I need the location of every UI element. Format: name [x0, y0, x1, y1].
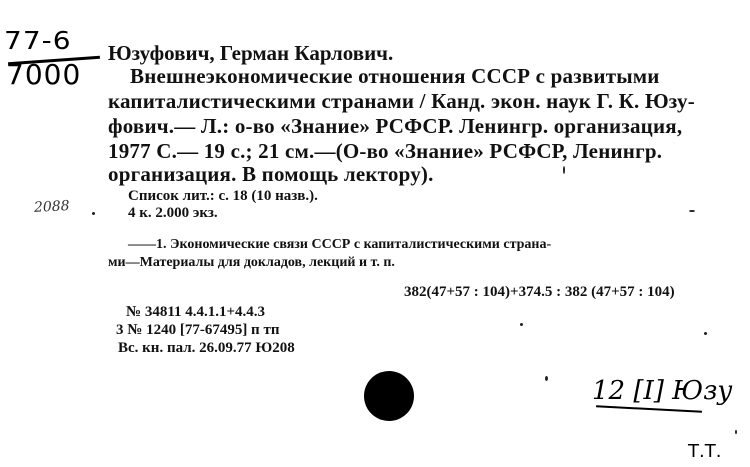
subject-line-1: ——1. Экономические связи СССР с капиталистическими страна- — [128, 237, 552, 252]
price-print-run: 4 к. 2.000 экз. — [128, 205, 218, 221]
title-line-4: 1977 С.— 19 с.; 21 см.—(О-во «Знание» РСФСР, Ленингр. — [108, 139, 663, 163]
subject-line-2: ми—Материалы для докладов, лекций и т. п. — [108, 255, 395, 270]
margin-handwritten-note: 2088 — [33, 198, 71, 216]
speck — [92, 212, 95, 215]
speck — [563, 166, 565, 174]
title-line-5: организация. В помощь лектору). — [108, 162, 434, 186]
signature-underline — [596, 405, 702, 413]
shelfmark-bottom: 7000 — [6, 58, 82, 91]
handwritten-signature: 12 [I] Юзу — [592, 376, 733, 406]
author-heading: Юзуфович, Герман Карлович. — [108, 41, 394, 65]
speck — [689, 210, 695, 212]
record-line-2: 3 № 1240 [77-67495] п тп — [116, 322, 280, 338]
corner-mark: Т.Т. — [688, 441, 722, 462]
shelfmark-top: 77-6 — [4, 25, 72, 56]
speck — [735, 430, 737, 434]
title-line-3: фович.— Л.: о-во «Знание» РСФСР. Ленингр. организация, — [108, 114, 683, 138]
speck — [704, 332, 707, 335]
speck — [520, 323, 523, 326]
classification-index: 382(47+57 : 104)+374.5 : 382 (47+57 : 104) — [404, 284, 675, 300]
record-line-3: Вс. кн. пал. 26.09.77 Ю208 — [118, 340, 295, 356]
record-line-1: № 34811 4.4.1.1+4.4.3 — [126, 304, 266, 320]
bibliography-note: Список лит.: с. 18 (10 назв.). — [128, 188, 318, 204]
speck — [545, 376, 548, 381]
title-line-2: капиталистическими странами / Канд. экон. наук Г. К. Юзу- — [108, 89, 695, 113]
title-line-1: Внешнеэкономические отношения СССР с развитыми — [130, 64, 660, 88]
punch-hole — [364, 371, 414, 421]
